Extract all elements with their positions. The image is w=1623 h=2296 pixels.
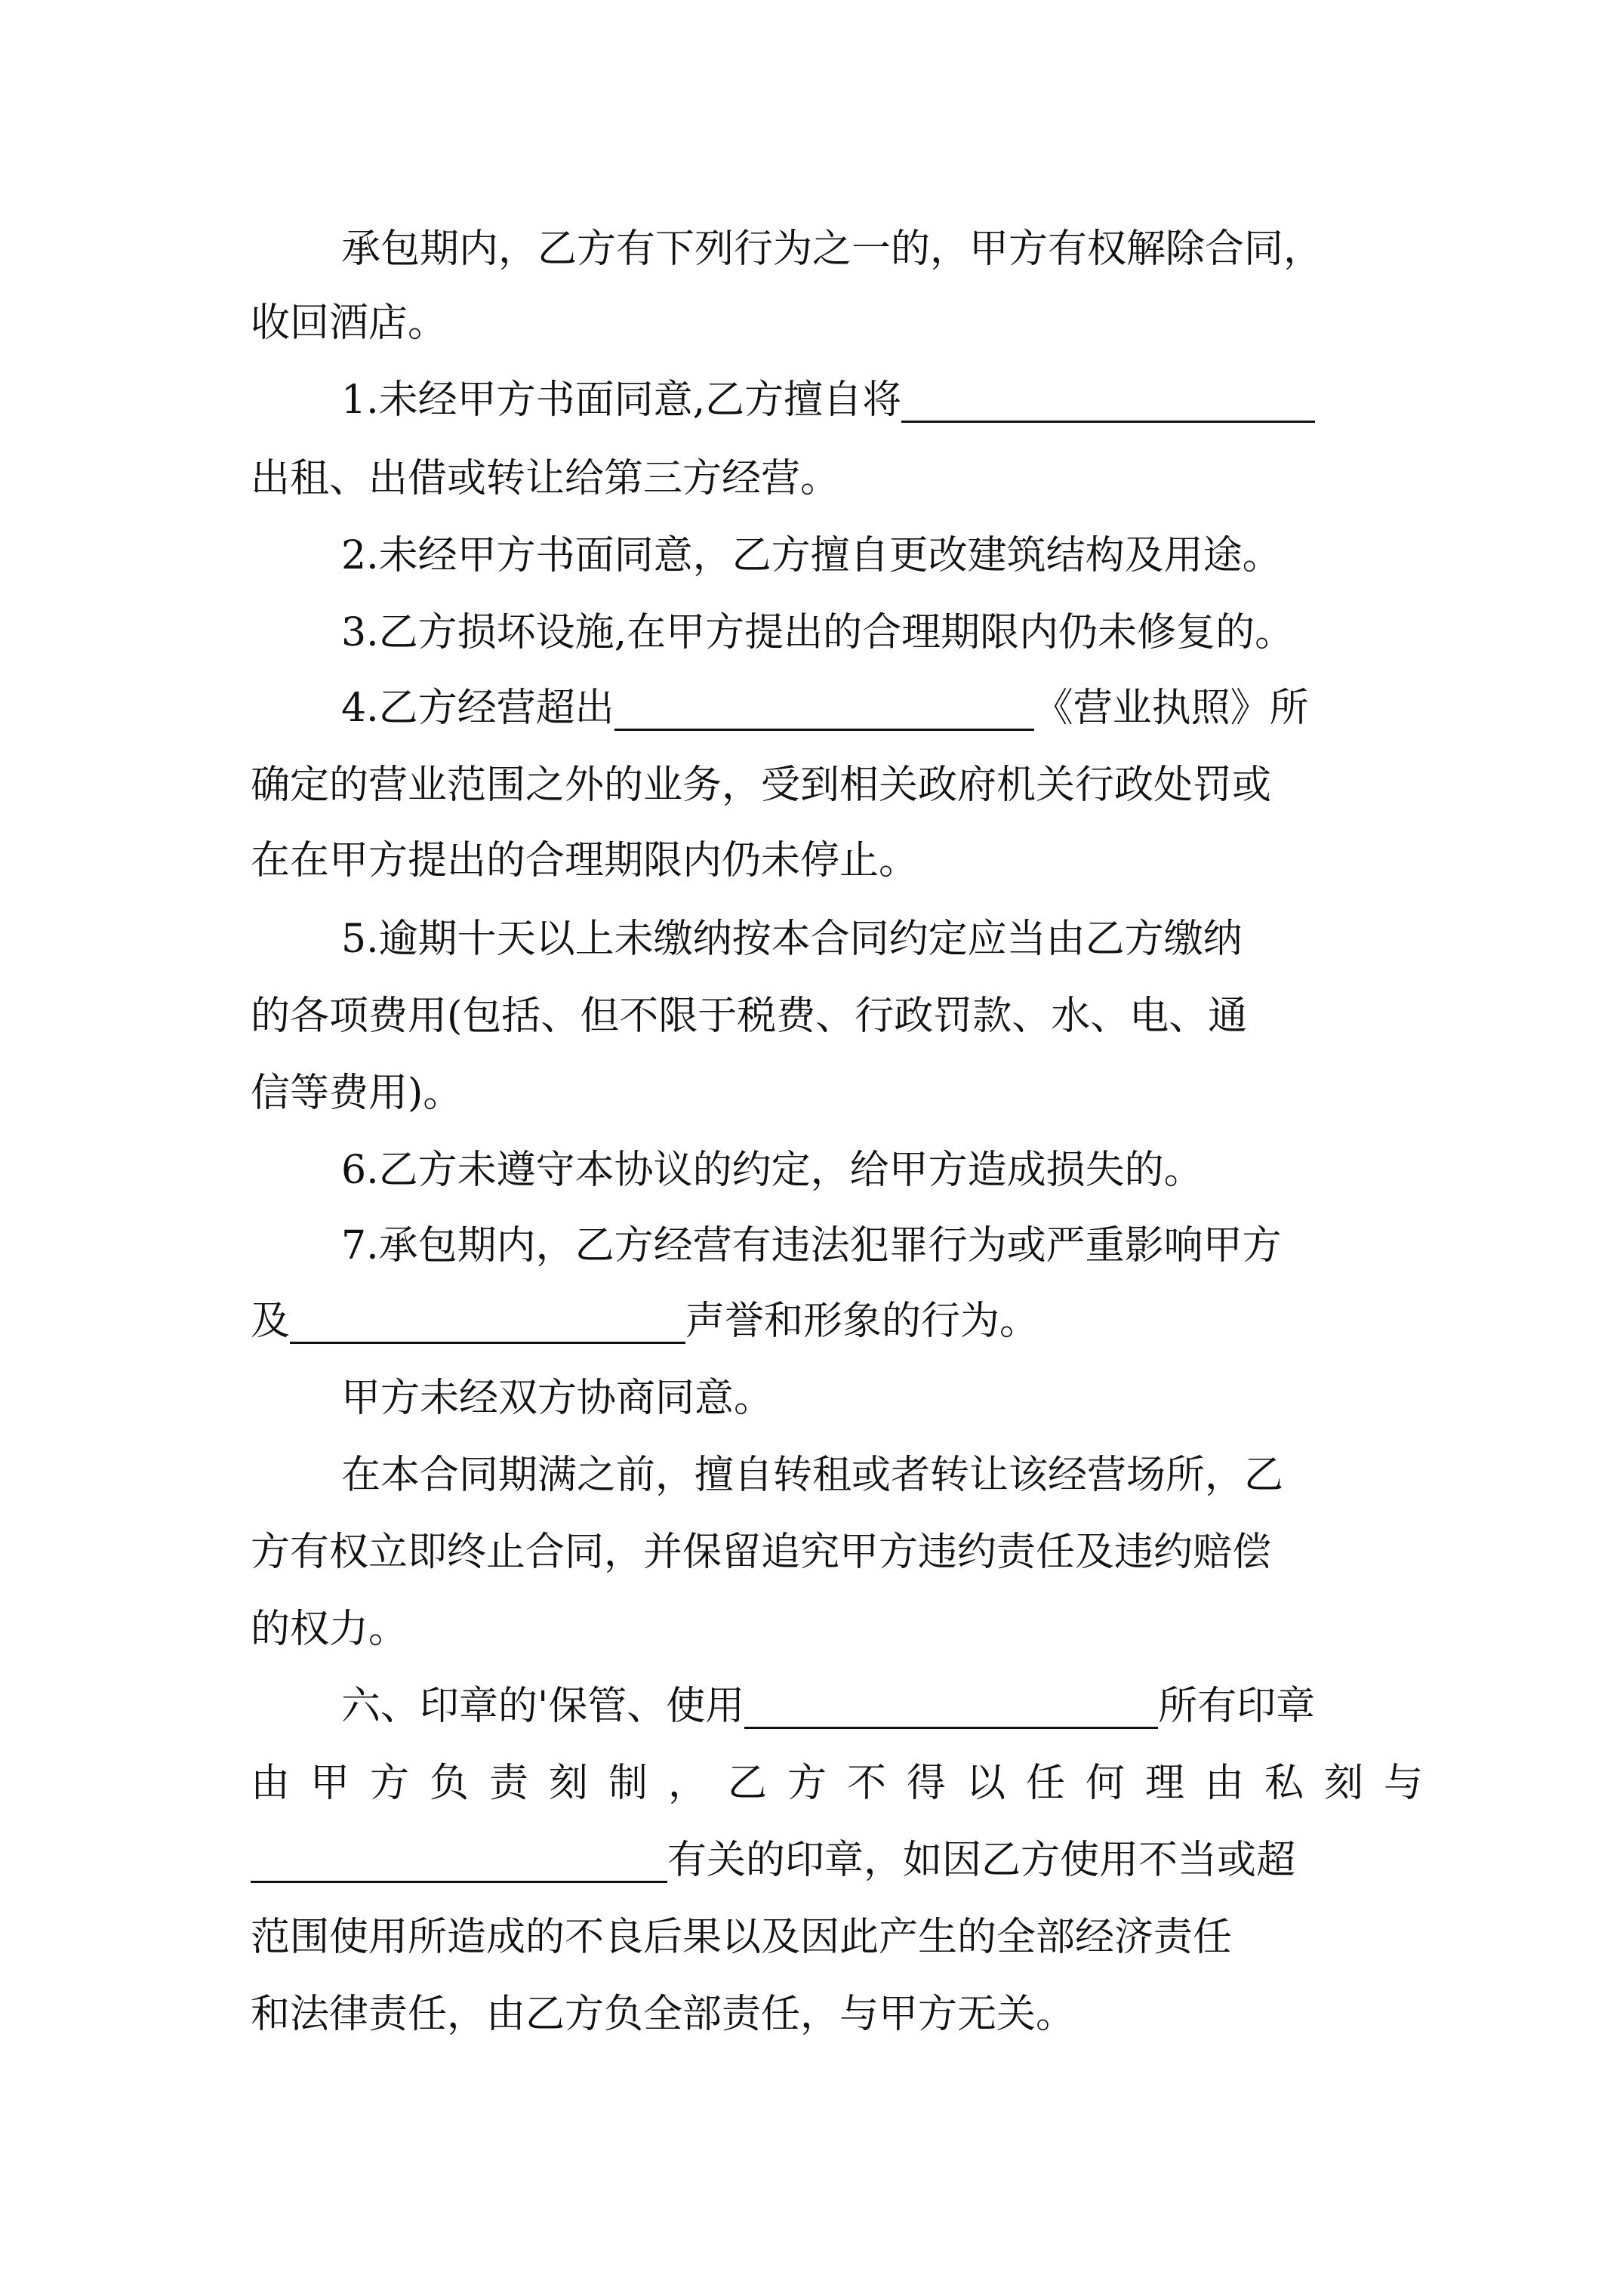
clause-5-line-1 [0, 917, 1623, 962]
section-six-line-2 [0, 1761, 1623, 1806]
text: 确定的营业范围之外的业务，受到相关政府机关行政处罚或 [251, 763, 1272, 808]
text: 六、印章的'保管、使用 [341, 1684, 745, 1729]
clause-7-line-1 [0, 1223, 1623, 1268]
fill-in-blank[interactable] [251, 1843, 667, 1883]
text: 声誉和形象的行为。 [685, 1299, 1039, 1344]
text: 3.乙方损坏设施,在甲方提出的合理期限内仍未修复的。 [341, 610, 1295, 655]
clause-2 [0, 533, 1623, 578]
text: 的各项费用(包括、但不限于税费、行政罚款、水、电、通 [251, 994, 1248, 1039]
clause-4-line-1 [0, 686, 1623, 731]
text: 的权力。 [251, 1607, 408, 1652]
paragraph-party-a [0, 1376, 1623, 1421]
clause-7-line-2 [0, 1299, 1623, 1344]
clause-1-line-1 [0, 378, 1623, 423]
text: 所有印章 [1158, 1684, 1316, 1729]
section-six-line-4 [0, 1915, 1623, 1960]
clause-1-line-2 [0, 456, 1623, 501]
text: 5.逾期十天以上未缴纳按本合同约定应当由乙方缴纳 [341, 917, 1243, 962]
section-six-line-1 [0, 1684, 1623, 1729]
section-six-line-3 [0, 1838, 1623, 1883]
fill-in-blank[interactable] [744, 1689, 1158, 1729]
text: 2.未经甲方书面同意，乙方擅自更改建筑结构及用途。 [341, 533, 1282, 578]
fill-in-blank[interactable] [290, 1304, 685, 1344]
text: 出租、出借或转让给第三方经营。 [251, 456, 840, 501]
text: 甲方未经双方协商同意。 [341, 1376, 774, 1421]
paragraph-intro-line-2 [0, 300, 1623, 346]
clause-6 [0, 1148, 1623, 1193]
clause-3 [0, 610, 1623, 655]
text: 在本合同期满之前，擅自转租或者转让该经营场所，乙 [341, 1453, 1284, 1498]
clause-5-line-2 [0, 994, 1623, 1039]
fill-in-blank[interactable] [901, 383, 1315, 423]
section-six-line-5 [0, 1992, 1623, 2037]
paragraph-termination-line-1 [0, 1453, 1623, 1498]
text: 和法律责任，由乙方负全部责任，与甲方无关。 [251, 1992, 1076, 2037]
text: 《营业执照》所 [1033, 686, 1309, 731]
text: 信等费用)。 [251, 1071, 463, 1116]
clause-5-line-3 [0, 1071, 1623, 1116]
text: 承包期内，乙方有下列行为之一的，甲方有权解除合同， [341, 227, 1323, 272]
text: 1.未经甲方书面同意,乙方擅自将 [341, 378, 902, 423]
text: 在在甲方提出的合理期限内仍未停止。 [251, 838, 919, 883]
paragraph-termination-line-2 [0, 1530, 1623, 1575]
fill-in-blank[interactable] [614, 691, 1034, 731]
paragraph-intro-line-1 [0, 227, 1623, 272]
paragraph-termination-line-3 [0, 1607, 1623, 1652]
text: 范围使用所造成的不良后果以及因此产生的全部经济责任 [251, 1915, 1233, 1960]
text: 7.承包期内，乙方经营有违法犯罪行为或严重影响甲方 [341, 1223, 1282, 1268]
text: 4.乙方经营超出 [341, 686, 614, 731]
text: 及 [251, 1299, 291, 1344]
text: 收回酒店。 [251, 300, 448, 346]
clause-4-line-2 [0, 763, 1623, 808]
clause-4-line-3 [0, 838, 1623, 883]
text: 由甲方负责刻制，乙方不得以任何理由私刻与 [251, 1761, 1444, 1806]
text: 方有权立即终止合同，并保留追究甲方违约责任及违约赔偿 [251, 1530, 1272, 1575]
text: 有关的印章，如因乙方使用不当或超 [667, 1838, 1296, 1883]
text: 6.乙方未遵守本协议的约定，给甲方造成损失的。 [341, 1148, 1203, 1193]
